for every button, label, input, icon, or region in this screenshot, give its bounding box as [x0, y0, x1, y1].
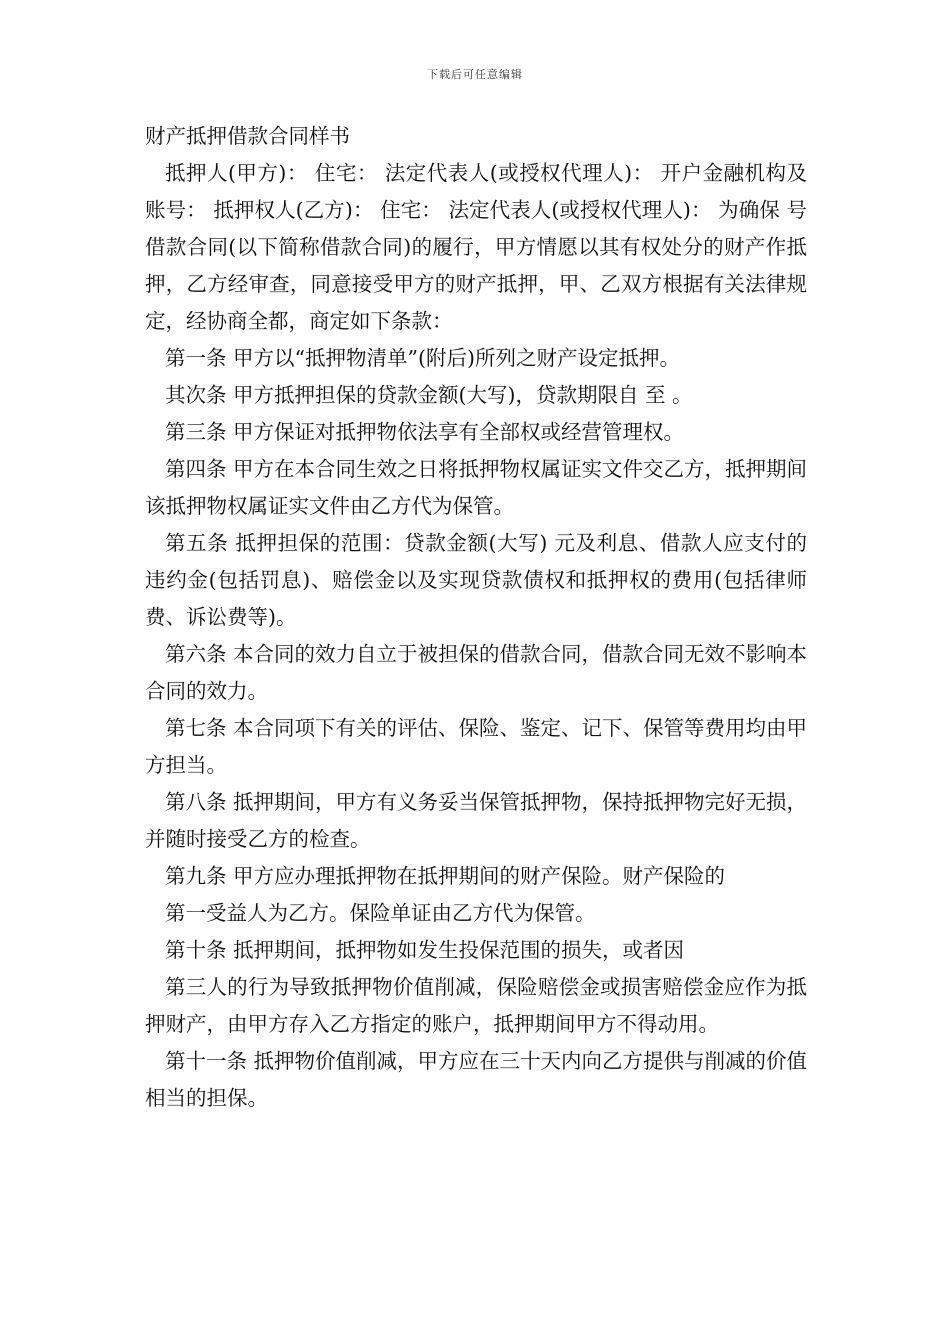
- paragraph-article-8: 第八条 抵押期间，甲方有义务妥当保管抵押物，保持抵押物完好无损，并随时接受乙方的检查。: [145, 790, 808, 851]
- paragraph-article-5: 第五条 抵押担保的范围：贷款金额(大写) 元及利息、借款人应支付的违约金(包括罚息)、赔偿金以及实现贷款债权和抵押权的费用(包括律师费、诉讼费等)。: [145, 531, 807, 629]
- paragraph-article-4: 第四条 甲方在本合同生效之日将抵押物权属证实文件交乙方，抵押期间该抵押物权属证实文件由乙方代为保管。: [145, 457, 808, 518]
- paragraph-article-9-cont: 第一受益人为乙方。保险单证由乙方代为保管。: [165, 901, 596, 925]
- paragraph-article-11: 第十一条 抵押物价值削减，甲方应在三十天内向乙方提供与削减的价值相当的担保。: [145, 1049, 808, 1110]
- document-body: [145, 118, 807, 1117]
- paragraph-article-7: 第七条 本合同项下有关的评估、保险、鉴定、记下、保管等费用均由甲方担当。: [145, 716, 808, 777]
- paragraph-article-10: 第十条 抵押期间，抵押物如发生投保范围的损失，或者因: [165, 938, 685, 962]
- document-title: 财产抵押借款合同样书: [145, 124, 350, 148]
- paragraph-preamble: 抵押人(甲方)： 住宅： 法定代表人(或授权代理人)： 开户金融机构及账号： 抵押权人(乙方)： 住宅： 法定代表人(或授权代理人)： 为确保 号借款合同(以下简称借款合同)的履行，甲方情愿以其有权处分的财产作抵押，乙方经审查，同意接受甲方的财产抵押，甲、乙双方根据有关法律规定，经协商全都，商定如下条款：: [145, 161, 807, 333]
- paragraph-article-2: 其次条 甲方抵押担保的贷款金额(大写)，贷款期限自 至 。: [165, 383, 693, 407]
- paragraph-article-10-cont: 第三人的行为导致抵押物价值削减，保险赔偿金或损害赔偿金应作为抵押财产，由甲方存入乙方指定的账户，抵押期间甲方不得动用。: [145, 975, 807, 1036]
- paragraph-article-6: 第六条 本合同的效力自立于被担保的借款合同，借款合同无效不影响本合同的效力。: [145, 642, 808, 703]
- page-header: 下载后可任意编辑: [427, 68, 523, 81]
- paragraph-article-3: 第三条 甲方保证对抵押物依法享有全部权或经营管理权。: [165, 420, 685, 444]
- paragraph-article-1: 第一条 甲方以“抵押物清单”(附后)所列之财产设定抵押。: [165, 346, 680, 370]
- paragraph-article-9: 第九条 甲方应办理抵押物在抵押期间的财产保险。财产保险的: [165, 864, 726, 888]
